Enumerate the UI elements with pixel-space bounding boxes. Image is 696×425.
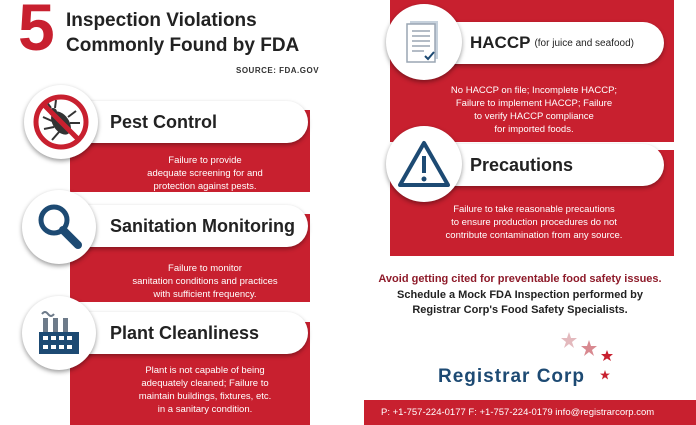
- plant-cleanliness-desc: Plant is not capable of being adequately cleaned; Failure to maintain buildings, fixtures, etc. in a sanitary condition.: [138, 365, 272, 415]
- precautions-desc: Failure to take reasonable precautions to ensure production procedures do not contribute contamination from any source.: [445, 204, 623, 241]
- factory-icon: [22, 296, 96, 370]
- big-number-5: 5: [18, 0, 55, 64]
- document-icon: [386, 4, 462, 80]
- magnifier-icon: [22, 190, 96, 264]
- title-line-1: Inspection Violations: [66, 10, 257, 31]
- warning-icon: [386, 126, 462, 202]
- precautions-title: Precautions: [398, 144, 664, 186]
- haccp-desc: No HACCP on file; Incomplete HACCP; Failure to implement HACCP; Failure to verify HACCP compliance for imported foods.: [450, 85, 618, 135]
- source-label: SOURCE: FDA.GOV: [236, 66, 320, 75]
- cta-line-2: Schedule a Mock FDA Inspection performed by: [397, 289, 643, 301]
- footer-contact: P: +1-757-224-0177 F: +1-757-224-0179 info@registrarcorp.com: [381, 407, 655, 418]
- brand-logo-text: Registrar Corp: [438, 366, 586, 387]
- haccp-subtitle: (for juice and seafood): [534, 37, 634, 49]
- sanitation-title: Sanitation Monitoring: [58, 205, 308, 247]
- pest-control-title: Pest Control: [58, 101, 308, 143]
- logo-small-star-icon: [600, 370, 610, 380]
- logo-stars-icon: [560, 330, 620, 370]
- no-bug-icon: [24, 85, 98, 159]
- cta-line-1: Avoid getting cited for preventable food safety issues.: [378, 273, 662, 285]
- haccp-title: HACCP: [470, 33, 531, 52]
- title-line-2: Commonly Found by FDA: [66, 35, 300, 56]
- plant-cleanliness-title: Plant Cleanliness: [58, 312, 308, 354]
- sanitation-desc: Failure to monitor sanitation conditions and practices with sufficient frequency.: [132, 263, 278, 300]
- pest-control-desc: Failure to provide adequate screening for and protection against pests.: [147, 155, 263, 192]
- cta-line-3: Registrar Corp's Food Safety Specialists.: [412, 304, 628, 316]
